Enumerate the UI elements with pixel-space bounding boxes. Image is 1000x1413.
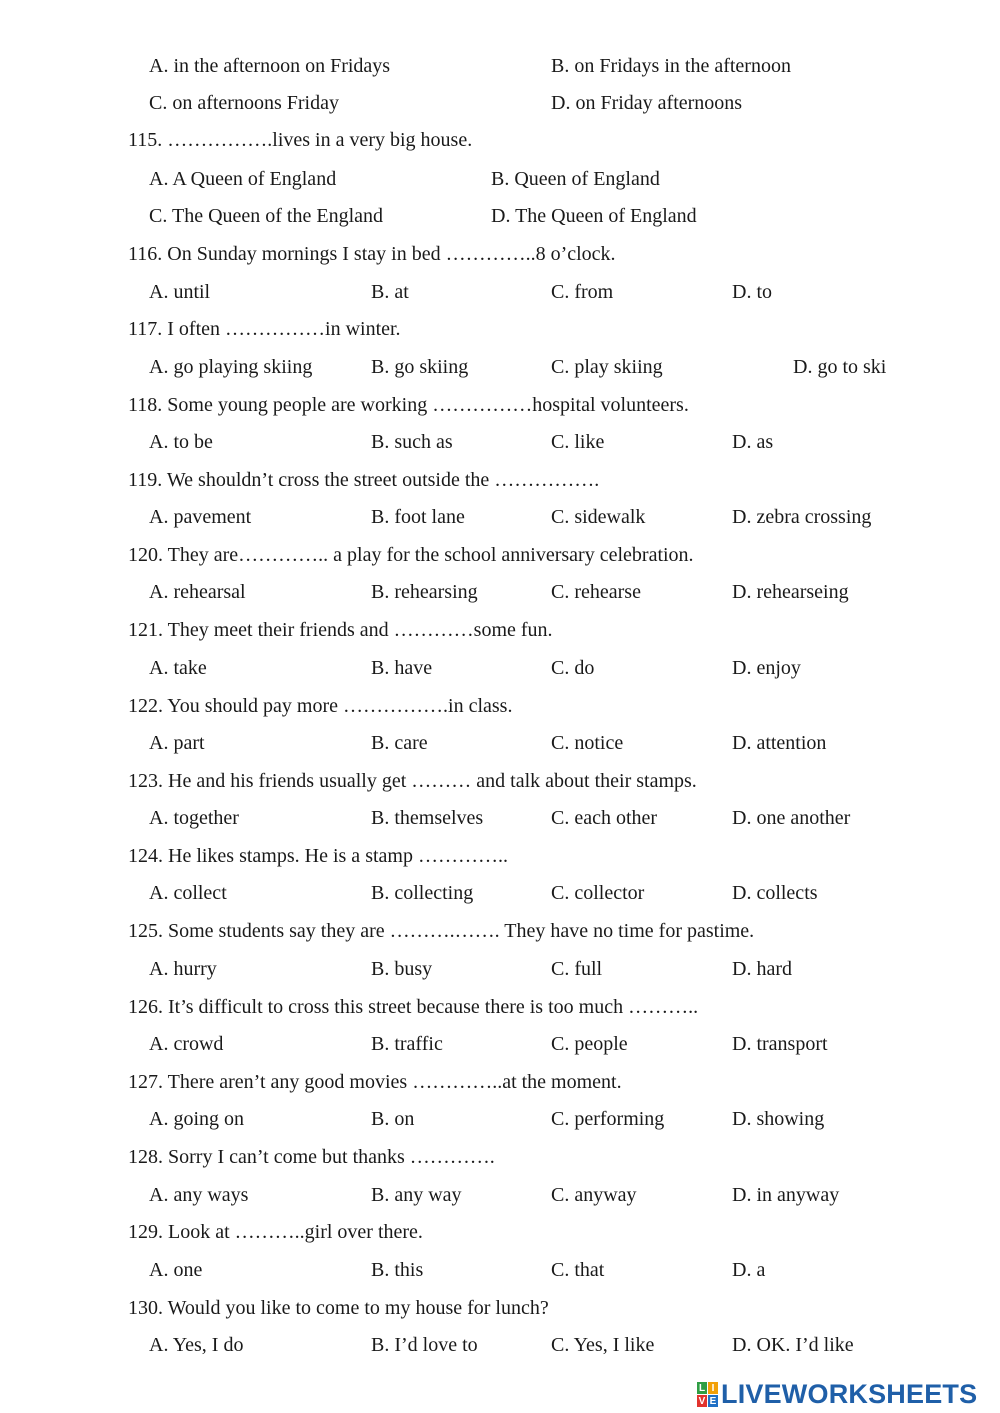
question-text: 119. We shouldn’t cross the street outside the ……………. [128, 469, 600, 491]
answer-option: C. performing [551, 1108, 665, 1130]
answer-option: D. collects [732, 882, 818, 904]
answer-option: A. until [149, 281, 211, 303]
answer-option: C. that [551, 1259, 605, 1281]
liveworksheets-logo[interactable] [697, 1379, 977, 1410]
answer-option: D. as [732, 431, 774, 453]
logo-mark-icon [697, 1382, 718, 1407]
question-text: 126. It’s difficult to cross this street because there is too much ……….. [128, 996, 699, 1018]
answer-option: A. hurry [149, 958, 217, 980]
answer-option: D. on Friday afternoons [551, 92, 743, 114]
logo-text: LIVEWORKSHEETS [721, 1379, 978, 1409]
answer-option: B. any way [371, 1184, 462, 1206]
answer-option: C. from [551, 281, 614, 303]
answer-option: B. go skiing [371, 356, 469, 378]
answer-option: A. together [149, 807, 239, 829]
answer-option: D. one another [732, 807, 851, 829]
answer-option: A. A Queen of England [149, 168, 337, 190]
answer-option: B. rehearsing [371, 581, 478, 603]
answer-option: C. each other [551, 807, 658, 829]
answer-option: A. to be [149, 431, 213, 453]
answer-option: A. rehearsal [149, 581, 246, 603]
answer-option: B. busy [371, 958, 433, 980]
answer-option: D. in anyway [732, 1184, 840, 1206]
answer-option: D. hard [732, 958, 792, 980]
answer-option: A. any ways [149, 1184, 249, 1206]
answer-option: A. collect [149, 882, 227, 904]
question-text: 118. Some young people are working ……………hospital volunteers. [128, 394, 689, 416]
answer-option: D. a [732, 1259, 766, 1281]
answer-option: D. enjoy [732, 657, 801, 679]
answer-option: B. traffic [371, 1033, 443, 1055]
answer-option: D. OK. I’d like [732, 1334, 854, 1356]
answer-option: C. collector [551, 882, 645, 904]
answer-option: C. anyway [551, 1184, 637, 1206]
answer-option: B. themselves [371, 807, 484, 829]
answer-option: C. sidewalk [551, 506, 646, 528]
answer-option: A. go playing skiing [149, 356, 313, 378]
answer-option: C. like [551, 431, 605, 453]
answer-option: C. full [551, 958, 603, 980]
answer-option: A. in the afternoon on Fridays [149, 55, 391, 77]
answer-option: D. go to ski [793, 356, 887, 378]
answer-option: D. showing [732, 1108, 825, 1130]
answer-option: D. transport [732, 1033, 828, 1055]
answer-option: D. zebra crossing [732, 506, 872, 528]
answer-option: C. notice [551, 732, 624, 754]
question-text: 116. On Sunday mornings I stay in bed …………..8 o’clock. [128, 243, 616, 265]
answer-option: B. such as [371, 431, 453, 453]
question-text: 130. Would you like to come to my house for lunch? [128, 1297, 549, 1319]
answer-option: D. to [732, 281, 772, 303]
answer-option: B. on [371, 1108, 415, 1130]
answer-option: A. part [149, 732, 205, 754]
answer-option: C. The Queen of the England [149, 205, 384, 227]
logo-mark-letter: I [708, 1382, 718, 1394]
answer-option: A. pavement [149, 506, 252, 528]
answer-option: A. crowd [149, 1033, 224, 1055]
question-text: 115. …………….lives in a very big house. [128, 129, 473, 151]
answer-option: B. have [371, 657, 433, 679]
answer-option: B. I’d love to [371, 1334, 478, 1356]
question-text: 121. They meet their friends and …………some fun. [128, 619, 553, 641]
answer-option: A. going on [149, 1108, 244, 1130]
answer-option: C. on afternoons Friday [149, 92, 339, 114]
logo-mark-letter: V [698, 1395, 706, 1407]
question-text: 124. He likes stamps. He is a stamp ………….. [128, 845, 508, 867]
answer-option: B. at [371, 281, 409, 303]
answer-option: B. on Fridays in the afternoon [551, 55, 791, 77]
answer-option: B. collecting [371, 882, 474, 904]
answer-option: C. do [551, 657, 595, 679]
answer-option: C. rehearse [551, 581, 641, 603]
question-text: 127. There aren’t any good movies …………..at the moment. [128, 1071, 622, 1093]
answer-option: C. Yes, I like [551, 1334, 655, 1356]
logo-mark-letter: E [709, 1395, 717, 1407]
answer-option: D. The Queen of England [491, 205, 697, 227]
question-text: 117. I often ……………in winter. [128, 318, 401, 340]
answer-option: B. care [371, 732, 428, 754]
question-text: 129. Look at ………..girl over there. [128, 1221, 423, 1243]
question-text: 120. They are………….. a play for the school anniversary celebration. [128, 544, 694, 566]
answer-option: B. this [371, 1259, 424, 1281]
answer-option: D. attention [732, 732, 827, 754]
answer-option: B. Queen of England [491, 168, 660, 190]
answer-option: A. one [149, 1259, 203, 1281]
answer-option: C. play skiing [551, 356, 663, 378]
question-text: 123. He and his friends usually get ……… and talk about their stamps. [128, 770, 697, 792]
question-text: 125. Some students say they are ……….……. They have no time for pastime. [128, 920, 755, 942]
answer-option: B. foot lane [371, 506, 465, 528]
question-text: 128. Sorry I can’t come but thanks …………. [128, 1146, 495, 1168]
question-text: 122. You should pay more …………….in class. [128, 695, 513, 717]
answer-option: A. Yes, I do [149, 1334, 244, 1356]
answer-option: D. rehearseing [732, 581, 849, 603]
answer-option: A. take [149, 657, 207, 679]
answer-option: C. people [551, 1033, 628, 1055]
logo-mark-letter: L [698, 1382, 706, 1394]
